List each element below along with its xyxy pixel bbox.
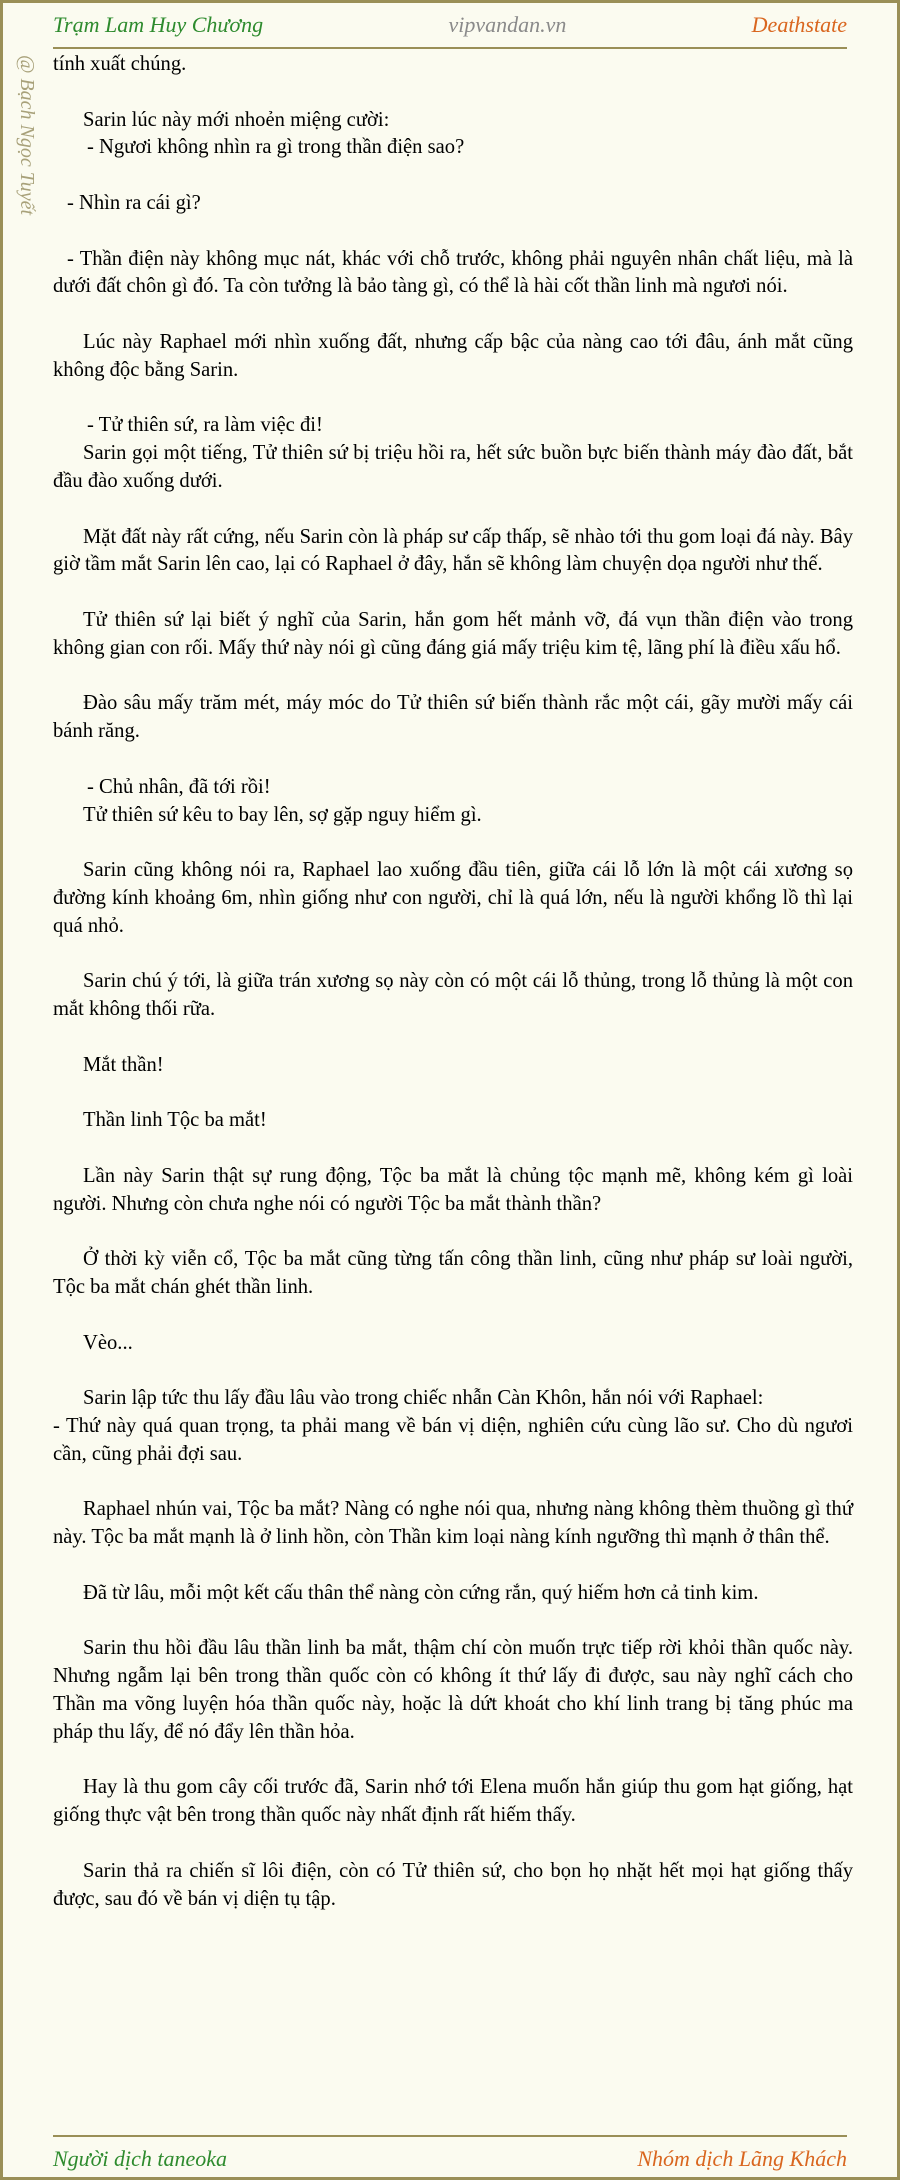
paragraph: Thần linh Tộc ba mắt! xyxy=(83,1109,267,1132)
chapter-text xyxy=(53,51,853,1941)
paragraph: Đào sâu mấy trăm mét, máy móc do Tử thiên sứ biến thành rắc một cái, gãy mười mấy cái bánh răng. xyxy=(53,692,853,743)
paragraph: Hay là thu gom cây cối trước đã, Sarin nhớ tới Elena muốn hắn giúp thu gom hạt giống, hạt giống thực vật bên trong thần quốc này nhất định rất hiếm thấy. xyxy=(53,1776,853,1827)
paragraph: Đã từ lâu, mỗi một kết cấu thân thể nàng còn cứng rắn, quý hiếm hơn cả tinh kim. xyxy=(83,1581,759,1604)
paragraph: Sarin thu hồi đầu lâu thần linh ba mắt, thậm chí còn muốn trực tiếp rời khỏi thần quốc này. Nhưng ngẫm lại bên trong thần quốc còn có không ít thứ lấy đi được, sau này nghĩ cách cho Thần ma võng luyện hóa thần quốc này, hoặc là dứt khoát cho khí linh trang bị tăng phúc ma pháp thu lấy, để nó đẩy lên thần hỏa. xyxy=(53,1637,853,1743)
paragraph: tính xuất chúng. xyxy=(53,53,187,75)
page-footer xyxy=(53,2135,847,2181)
footer-group: Nhóm dịch Lãng Khách xyxy=(637,2146,847,2171)
header-site-name[interactable]: Trạm Lam Huy Chương xyxy=(53,12,264,37)
footer-translator: Người dịch taneoka xyxy=(53,2146,228,2171)
paragraph: Lúc này Raphael mới nhìn xuống đất, nhưng cấp bậc của nàng cao tới đâu, ánh mắt cũng không độc bằng Sarin. xyxy=(53,330,853,381)
paragraph: Sarin lúc này mới nhoẻn miệng cười: - Ngươi không nhìn ra gì trong thần điện sao? xyxy=(83,108,465,159)
paragraph: Ở thời kỳ viễn cổ, Tộc ba mắt cũng từng tấn công thần linh, cũng như pháp sư loài người, Tộc ba mắt chán ghét thần linh. xyxy=(53,1248,853,1299)
paragraph: Mắt thần! xyxy=(83,1053,164,1076)
paragraph: Raphael nhún vai, Tộc ba mắt? Nàng có nghe nói qua, nhưng nàng không thèm thuồng gì thứ này. Tộc ba mắt mạnh là ở linh hồn, còn Thần kim loại nàng kính ngưỡng thì mạnh ở thân thể. xyxy=(53,1498,853,1549)
paragraph: Sarin cũng không nói ra, Raphael lao xuống đầu tiên, giữa cái lỗ lớn là một cái xương sọ đường kính khoảng 6m, nhìn giống như con người, chỉ là quá lớn, nếu là người khổng lồ thì lại quá nhỏ. xyxy=(53,859,853,937)
paragraph: Sarin lập tức thu lấy đầu lâu vào trong chiếc nhẫn Càn Khôn, hắn nói với Raphael: - Thứ này quá quan trọng, ta phải mang về bán vị diện, nghiên cứu cùng lão sư. Cho dù ngươi cần, cũng phải đợi sau. xyxy=(53,1387,853,1465)
paragraph: - Thần điện này không mục nát, khác với chỗ trước, không phải nguyên nhân chất liệu, mà là dưới đất chôn gì đó. Ta còn tưởng là bảo tàng gì, có thể là hài cốt thần linh mà ngươi nói. xyxy=(53,247,853,298)
paragraph: Sarin chú ý tới, là giữa trán xương sọ này còn có một cái lỗ thủng, trong lỗ thủng là một con mắt không thối rữa. xyxy=(53,970,853,1021)
paragraph: Vèo... xyxy=(83,1331,133,1354)
header-url[interactable]: vipvandan.vn xyxy=(448,12,567,37)
paragraph: Lần này Sarin thật sự rung động, Tộc ba mắt là chủng tộc mạnh mẽ, không kém gì loài người. Nhưng còn chưa nghe nói có người Tộc ba mắt thành thần? xyxy=(53,1164,853,1215)
paragraph: Mặt đất này rất cứng, nếu Sarin còn là pháp sư cấp thấp, sẽ nhào tới thu gom loại đá này. Bây giờ tầm mắt Sarin lên cao, lại có Raphael ở đây, hắn sẽ không làm chuyện dọa người như thế. xyxy=(53,525,853,576)
page-header xyxy=(53,3,847,49)
paragraph: Tử thiên sứ lại biết ý nghĩ của Sarin, hắn gom hết mảnh vỡ, đá vụn thần điện vào trong không gian con rối. Mấy thứ này nói gì cũng đáng giá mấy triệu kim tệ, lãng phí là điều xấu hổ. xyxy=(53,608,853,659)
paragraph: - Tử thiên sứ, ra làm việc đi! Sarin gọi một tiếng, Tử thiên sứ bị triệu hồi ra, hết sức buồn bực biến thành máy đào đất, bắt đầu đào xuống dưới. xyxy=(53,414,853,492)
header-story-title[interactable]: Deathstate xyxy=(751,12,847,37)
paragraph: Sarin thả ra chiến sĩ lôi điện, còn có Tử thiên sứ, cho bọn họ nhặt hết mọi hạt giống thấy được, sau đó về bán vị diện tụ tập. xyxy=(53,1859,853,1910)
paragraph: - Chủ nhân, đã tới rồi! Tử thiên sứ kêu to bay lên, sợ gặp nguy hiểm gì. xyxy=(83,775,482,826)
paragraph: - Nhìn ra cái gì? xyxy=(67,191,201,214)
side-credit: @ Bạch Ngọc Tuyết xyxy=(16,55,38,216)
